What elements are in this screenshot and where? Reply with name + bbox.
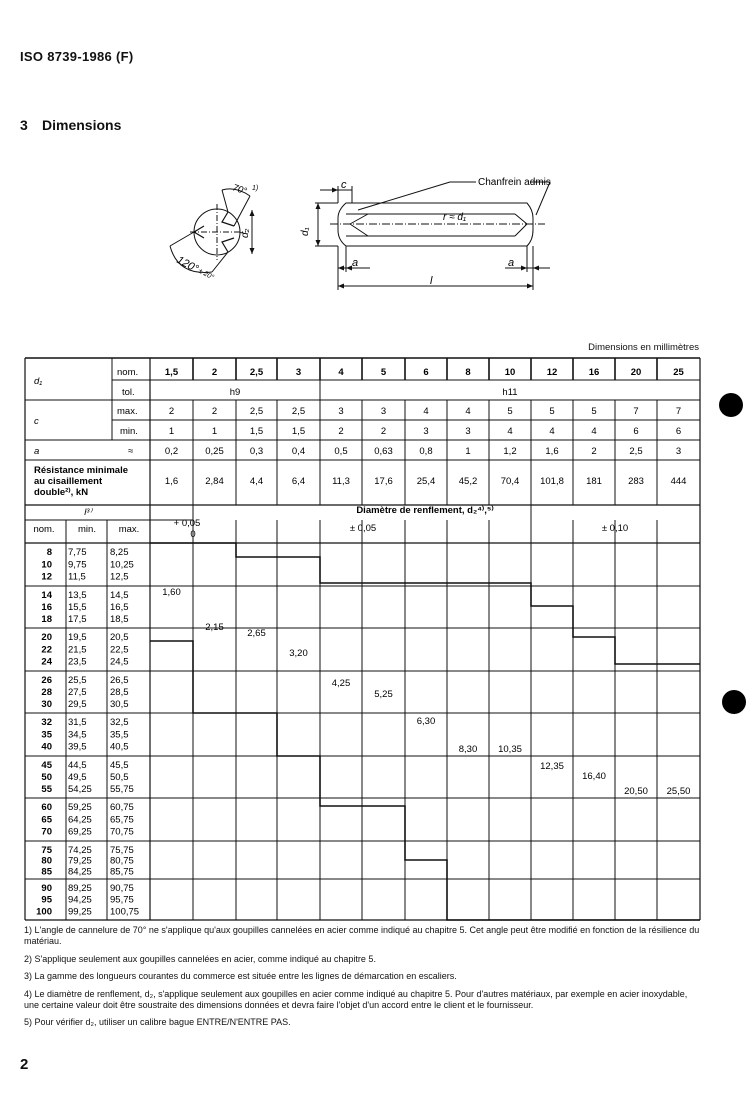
length-min: 27,5 bbox=[68, 687, 87, 698]
r-label: r ≈ d₁ bbox=[443, 212, 467, 223]
tol-first-upper: + 0,05 bbox=[173, 518, 201, 529]
length-nom: 100 bbox=[36, 906, 52, 918]
length-min: 49,5 bbox=[68, 772, 87, 783]
d2-value: 2,15 bbox=[205, 622, 224, 633]
length-nom: 45 bbox=[41, 760, 52, 771]
d1-label: d₁ bbox=[34, 376, 43, 387]
length-max: 20,5 bbox=[110, 632, 129, 643]
shear-value: 17,6 bbox=[374, 476, 393, 487]
c-max-value: 7 bbox=[633, 406, 639, 417]
length-nom: 50 bbox=[41, 772, 52, 783]
a-label: a bbox=[34, 446, 40, 457]
c-max-value: 2 bbox=[168, 406, 175, 417]
d1-value: 4 bbox=[338, 367, 344, 378]
c-max-value: 2 bbox=[211, 406, 218, 417]
length-nom: 75 bbox=[41, 845, 52, 856]
l-max-header: max. bbox=[118, 524, 140, 535]
footnote-3: 3) La gamme des longueurs courantes du commerce est située entre les lignes de démarcation en escaliers. bbox=[24, 971, 457, 981]
d1-value: 2,5 bbox=[249, 367, 264, 378]
c-min-value: 4 bbox=[549, 426, 555, 437]
c-min-value: 1 bbox=[211, 426, 218, 437]
length-nom: 80 bbox=[41, 855, 52, 867]
c-max-value: 3 bbox=[338, 406, 344, 417]
d2-value: 4,25 bbox=[331, 678, 351, 689]
tol-h11: h11 bbox=[502, 387, 518, 398]
length-max: 16,5 bbox=[110, 602, 129, 613]
c-max-value: 5 bbox=[549, 406, 555, 417]
shear-value: 4,4 bbox=[249, 476, 264, 487]
a-value: 0,63 bbox=[374, 446, 393, 457]
c-min-value: 6 bbox=[675, 426, 682, 437]
c-max-value: 5 bbox=[507, 406, 513, 417]
length-nom: 14 bbox=[41, 590, 52, 601]
a-value: 0,8 bbox=[419, 446, 433, 457]
length-nom: 24 bbox=[41, 656, 52, 668]
c-max-value: 2,5 bbox=[291, 406, 306, 417]
shear-label: au cisaillement bbox=[34, 476, 103, 487]
tol-label: tol. bbox=[122, 387, 135, 398]
d2-value: 3,20 bbox=[289, 648, 308, 659]
length-max: 32,5 bbox=[110, 717, 129, 728]
punch-hole-bottom bbox=[722, 690, 746, 714]
pitch-angle-label: 120° bbox=[174, 254, 201, 276]
c-min-value: 6 bbox=[633, 426, 639, 437]
length-min: 15,5 bbox=[68, 602, 87, 613]
d2-value: 10,35 bbox=[498, 744, 522, 755]
d2-value: 5,25 bbox=[374, 689, 393, 700]
length-min: 99,25 bbox=[68, 906, 92, 918]
shear-value: 444 bbox=[670, 476, 687, 487]
a-value: 3 bbox=[675, 446, 682, 457]
page-number: 2 bbox=[20, 1056, 29, 1073]
length-nom: 40 bbox=[41, 741, 52, 753]
length-max: 10,25 bbox=[110, 559, 134, 571]
section-number: 3 bbox=[20, 117, 28, 133]
c-min-value: 2 bbox=[380, 426, 387, 437]
d2-value: 20,50 bbox=[624, 786, 648, 797]
footnote-2: 2) S'applique seulement aux goupilles cannelées en acier, comme indiqué au chapitre 5. bbox=[24, 953, 376, 964]
length-max: 26,5 bbox=[110, 675, 129, 686]
length-min: 25,5 bbox=[68, 675, 87, 686]
pitch-angle-tol: ± 20° bbox=[197, 267, 215, 282]
length-nom: 26 bbox=[41, 675, 52, 686]
length-max: 80,75 bbox=[110, 855, 134, 867]
tol-first-lower: 0 bbox=[190, 529, 196, 540]
length-nom: 22 bbox=[41, 644, 52, 656]
shear-value: 25,4 bbox=[416, 476, 436, 487]
stair-lower-boundary bbox=[150, 641, 700, 920]
groove-angle-label: 70° bbox=[231, 182, 249, 198]
length-nom: 35 bbox=[41, 729, 52, 741]
c-label: c bbox=[34, 416, 39, 427]
c-min-value: 3 bbox=[423, 426, 429, 437]
l-nom-header: nom. bbox=[33, 524, 55, 535]
length-min: 21,5 bbox=[68, 644, 87, 656]
c-min-value: 1,5 bbox=[249, 426, 264, 437]
length-nom: 70 bbox=[41, 826, 52, 838]
d1-value: 10 bbox=[504, 367, 516, 378]
length-nom: 85 bbox=[41, 866, 52, 878]
length-nom: 30 bbox=[41, 699, 52, 710]
a-value: 2,5 bbox=[629, 446, 643, 457]
d1-label: d₁ bbox=[300, 227, 311, 236]
length-min: 7,75 bbox=[68, 547, 87, 558]
d1-value: 20 bbox=[630, 367, 642, 378]
c-max-value: 4 bbox=[423, 406, 429, 417]
stair-upper-boundary bbox=[150, 543, 700, 664]
shear-value: 101,8 bbox=[540, 476, 564, 487]
length-max: 75,75 bbox=[110, 845, 134, 856]
length-max: 65,75 bbox=[110, 814, 134, 826]
footnote-5: 5) Pour vérifier d₂, utiliser un calibre bague ENTRE/N'ENTRE PAS. bbox=[24, 1017, 291, 1027]
section-heading: Dimensions bbox=[42, 117, 122, 133]
d2-value: 1,60 bbox=[162, 587, 181, 598]
a-left-label: a bbox=[352, 257, 359, 269]
c-max-value: 7 bbox=[675, 406, 682, 417]
length-min: 11,5 bbox=[68, 571, 86, 583]
length-min: 13,5 bbox=[68, 590, 87, 601]
length-max: 60,75 bbox=[110, 802, 134, 813]
shear-value: 70,4 bbox=[500, 476, 520, 487]
shear-value: 45,2 bbox=[458, 476, 478, 487]
length-min: 64,25 bbox=[68, 814, 92, 826]
d1-value: 25 bbox=[673, 367, 684, 378]
d2-value: 8,30 bbox=[458, 744, 478, 755]
length-min: 19,5 bbox=[68, 632, 87, 643]
footnote-4: 4) Le diamètre de renflement, d₂, s'applique seulement aux goupilles en acier comme indiqué au chapitre 5. Pour d'autres matériaux, par exemple en acier inoxydable, une certaine valeur doit être soustraite des dimensions données et devra faire l'objet d'un accord entre le client et le fournisseur. bbox=[24, 988, 688, 1010]
length-min: 79,25 bbox=[68, 855, 92, 867]
length-nom: 95 bbox=[41, 894, 52, 906]
d1-value: 16 bbox=[588, 367, 600, 378]
length-min: 74,25 bbox=[68, 845, 92, 856]
length-min: 29,5 bbox=[68, 699, 87, 710]
length-max: 45,5 bbox=[110, 760, 129, 771]
length-max: 85,75 bbox=[110, 866, 134, 878]
length-max: 70,75 bbox=[110, 826, 134, 838]
length-max: 95,75 bbox=[110, 894, 134, 906]
length-nom: 90 bbox=[41, 883, 52, 894]
shear-value: 283 bbox=[628, 476, 644, 487]
d1-value: 5 bbox=[380, 367, 387, 378]
d1-value: 12 bbox=[546, 367, 558, 378]
length-max: 12,5 bbox=[110, 571, 129, 583]
shear-value: 1,6 bbox=[164, 476, 179, 487]
c-max-value: 5 bbox=[591, 406, 597, 417]
shear-value: 181 bbox=[586, 476, 602, 487]
length-min: 54,25 bbox=[68, 784, 92, 795]
length-min: 31,5 bbox=[68, 717, 87, 728]
length-min: 69,25 bbox=[68, 826, 92, 838]
length-min: 59,25 bbox=[68, 802, 92, 813]
a-value: 0,5 bbox=[334, 446, 348, 457]
document-header: ISO 8739-1986 (F) bbox=[20, 49, 134, 64]
length-max: 40,5 bbox=[110, 741, 129, 753]
length-nom: 28 bbox=[41, 687, 52, 698]
a-value: 1,2 bbox=[503, 446, 517, 457]
groove-angle-note: 1) bbox=[252, 185, 259, 192]
footnotes bbox=[24, 925, 704, 1035]
shear-label: double²⁾, kN bbox=[34, 487, 89, 498]
length-min: 94,25 bbox=[68, 894, 92, 906]
d2-value: 12,35 bbox=[540, 761, 564, 772]
length-nom: 65 bbox=[41, 814, 52, 826]
length-max: 55,75 bbox=[110, 784, 134, 795]
length-max: 100,75 bbox=[110, 906, 140, 918]
shear-value: 6,4 bbox=[291, 476, 306, 487]
d1-value: 1,5 bbox=[164, 367, 179, 378]
length-max: 50,5 bbox=[110, 772, 129, 783]
a-value: 0,3 bbox=[249, 446, 264, 457]
d1-value: 2 bbox=[211, 367, 218, 378]
punch-hole-top bbox=[719, 393, 743, 417]
d2-value: 6,30 bbox=[416, 716, 436, 727]
length-max: 30,5 bbox=[110, 699, 129, 710]
tol-mid: ± 0,05 bbox=[349, 523, 377, 534]
length-max: 18,5 bbox=[110, 614, 129, 625]
tol-h9: h9 bbox=[229, 387, 241, 398]
d2-value: 2,65 bbox=[247, 628, 266, 639]
a-value: 0,2 bbox=[164, 446, 179, 457]
length-max: 22,5 bbox=[110, 644, 129, 656]
length-min: 84,25 bbox=[68, 866, 92, 878]
footnote-1: 1) L'angle de cannelure de 70° ne s'applique qu'aux goupilles cannelées en acier comme indiqué au chapitre 5. Cet angle peut être modifié en fonction de la résilience du matériau. bbox=[24, 925, 700, 946]
l-label: l bbox=[430, 275, 433, 287]
length-nom: 20 bbox=[41, 632, 52, 643]
d2-value: 16,40 bbox=[582, 771, 606, 782]
c-max-label: max. bbox=[117, 406, 138, 417]
d2-value: 25,50 bbox=[666, 786, 691, 797]
l-min-header: min. bbox=[78, 524, 96, 535]
a-value: 0,4 bbox=[291, 446, 306, 457]
units-note: Dimensions en millimètres bbox=[588, 342, 699, 353]
c-max-value: 2,5 bbox=[249, 406, 264, 417]
length-max: 8,25 bbox=[110, 547, 129, 558]
c-min-value: 2 bbox=[338, 426, 344, 437]
length-min: 17,5 bbox=[68, 614, 87, 625]
length-min: 89,25 bbox=[68, 883, 92, 894]
length-max: 35,5 bbox=[110, 729, 129, 741]
length-max: 24,5 bbox=[110, 656, 129, 668]
c-min-value: 3 bbox=[465, 426, 471, 437]
c-label: c bbox=[341, 179, 347, 191]
chamfer-label: Chanfrein admis bbox=[478, 177, 551, 188]
length-nom: 8 bbox=[46, 547, 52, 558]
length-max: 90,75 bbox=[110, 883, 134, 894]
length-min: 34,5 bbox=[68, 729, 87, 741]
a-value: 1,6 bbox=[545, 446, 559, 457]
a-value: 0,25 bbox=[205, 446, 224, 457]
d1-value: 6 bbox=[423, 367, 429, 378]
length-max: 28,5 bbox=[110, 687, 129, 698]
length-nom: 60 bbox=[41, 802, 52, 813]
c-max-value: 4 bbox=[465, 406, 471, 417]
length-nom: 18 bbox=[41, 614, 52, 625]
length-min: 39,5 bbox=[68, 741, 87, 753]
swell-title: Diamètre de renflement, d₂⁴⁾,⁵⁾ bbox=[356, 505, 494, 516]
length-nom: 12 bbox=[41, 571, 52, 583]
length-nom: 32 bbox=[41, 717, 52, 728]
l-label: l³⁾ bbox=[84, 507, 92, 518]
length-min: 44,5 bbox=[68, 760, 87, 771]
tol-last: ± 0,10 bbox=[601, 523, 629, 534]
length-nom: 10 bbox=[41, 559, 52, 571]
length-max: 14,5 bbox=[110, 590, 129, 601]
nom-label: nom. bbox=[117, 367, 139, 378]
length-nom: 16 bbox=[41, 602, 52, 613]
c-min-value: 4 bbox=[507, 426, 513, 437]
length-min: 9,75 bbox=[68, 559, 87, 571]
length-nom: 55 bbox=[41, 784, 52, 795]
c-max-value: 3 bbox=[380, 406, 387, 417]
shear-label: Résistance minimale bbox=[34, 465, 128, 476]
c-min-label: min. bbox=[120, 426, 138, 437]
shear-value: 2,84 bbox=[205, 476, 224, 487]
d1-value: 8 bbox=[465, 367, 471, 378]
d1-value: 3 bbox=[295, 367, 302, 378]
d2-label: d₂ bbox=[240, 228, 251, 238]
c-min-value: 1 bbox=[168, 426, 175, 437]
c-min-value: 4 bbox=[591, 426, 597, 437]
length-min: 23,5 bbox=[68, 656, 87, 668]
a-value: 2 bbox=[591, 446, 597, 457]
c-min-value: 1,5 bbox=[291, 426, 306, 437]
a-value: 1 bbox=[465, 446, 471, 457]
shear-value: 11,3 bbox=[332, 476, 350, 487]
a-right-label: a bbox=[508, 257, 515, 269]
approx-label: ≈ bbox=[128, 446, 134, 457]
